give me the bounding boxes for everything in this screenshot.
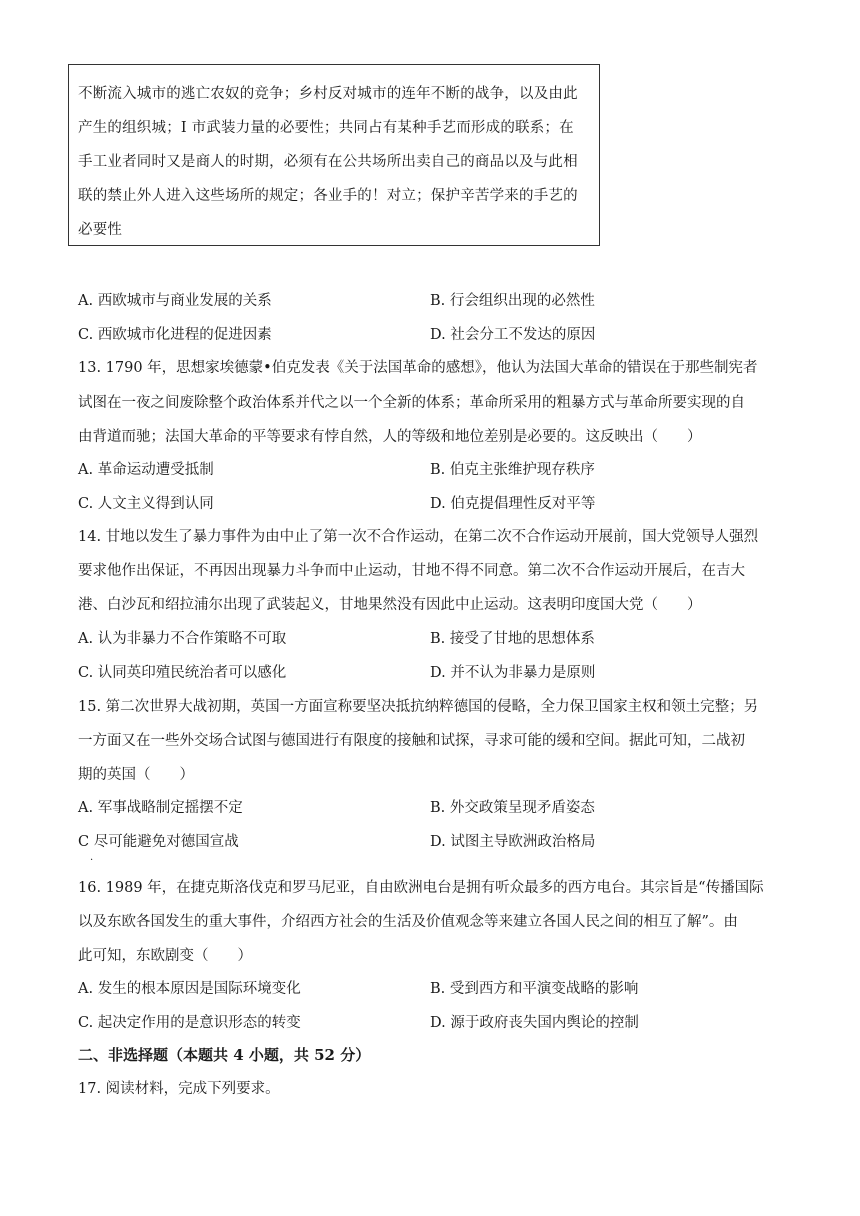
material-line: 产生的组织城；I 市武装力量的必要性；共同占有某种手艺而形成的联系；在	[78, 120, 574, 136]
q13-stem-line: 由背道而驰；法国大革命的平等要求有悖自然，人的等级和地位差别是必要的。这反映出（ ）	[78, 429, 702, 445]
q13-option-b: B. 伯克主张维护现存秩序	[430, 462, 595, 478]
q13-option-a: A. 革命运动遭受抵制	[78, 462, 214, 478]
q15-stem-line: 期的英国（ ）	[78, 767, 194, 783]
section-title: 二、非选择题（本题共 4 小题，共 52 分）	[78, 1046, 371, 1064]
material-line: 手工业者同时又是商人的时期，必须有在公共场所出卖自己的商品以及与此相	[78, 154, 578, 170]
material-line: 不断流入城市的逃亡农奴的竞争；乡村反对城市的连年不断的战争，以及由此	[78, 86, 578, 102]
q14-option-c: C. 认同英印殖民统治者可以感化	[78, 665, 287, 681]
q14-option-a: A. 认为非暴力不合作策略不可取	[78, 631, 287, 647]
q16-stem-line: 16. 1989 年，在捷克斯洛伐克和罗马尼亚，自由欧洲电台是拥有听众最多的西方电台。其宗旨是“传播国际	[78, 880, 764, 896]
q13-option-c: C. 人文主义得到认同	[78, 496, 214, 512]
q15-stem-line: 一方面又在一些外交场合试图与德国进行有限度的接触和试探，寻求可能的缓和空间。据此可知，二战初	[78, 733, 745, 749]
q16-option-b: B. 受到西方和平演变战略的影响	[430, 981, 639, 997]
q13-option-d: D. 伯克提倡理性反对平等	[430, 496, 596, 512]
material-line: 联的禁止外人进入这些场所的规定；各业手的！对立；保护辛苦学来的手艺的	[78, 188, 578, 204]
q17-stem: 17. 阅读材料，完成下列要求。	[78, 1081, 280, 1097]
q14-stem-line: 港、白沙瓦和绍拉浦尔出现了武装起义，甘地果然没有因此中止运动。这表明印度国大党（ ）	[78, 597, 702, 613]
stray-dot: .	[90, 852, 94, 863]
q15-option-a: A. 军事战略制定摇摆不定	[78, 800, 243, 816]
material-line: 必要性	[78, 222, 123, 238]
q15-option-c: C 尽可能避免对德国宣战	[78, 834, 239, 850]
q16-stem-line: 此可知，东欧剧变（ ）	[78, 948, 252, 964]
q15-option-b: B. 外交政策呈现矛盾姿态	[430, 800, 595, 816]
q12-option-d: D. 社会分工不发达的原因	[430, 327, 596, 343]
q14-option-d: D. 并不认为非暴力是原则	[430, 665, 596, 681]
q15-option-d: D. 试图主导欧洲政治格局	[430, 834, 596, 850]
q16-option-a: A. 发生的根本原因是国际环境变化	[78, 981, 301, 997]
q12-option-a: A. 西欧城市与商业发展的关系	[78, 293, 272, 309]
material-box	[68, 64, 600, 246]
q12-option-c: C. 西欧城市化进程的促进因素	[78, 327, 272, 343]
q14-stem-line: 14. 甘地以发生了暴力事件为由中止了第一次不合作运动，在第二次不合作运动开展前，国大党领导人强烈	[78, 529, 759, 545]
q16-option-c: C. 起决定作用的是意识形态的转变	[78, 1015, 301, 1031]
q14-option-b: B. 接受了甘地的思想体系	[430, 631, 595, 647]
q13-stem-line: 13. 1790 年，思想家埃德蒙•伯克发表《关于法国革命的感想》，他认为法国大革命的错误在于那些制宪者	[78, 360, 758, 376]
q16-option-d: D. 源于政府丧失国内舆论的控制	[430, 1015, 639, 1031]
q16-stem-line: 以及东欧各国发生的重大事件，介绍西方社会的生活及价值观念等来建立各国人民之间的相互了解”。由	[78, 914, 738, 930]
q14-stem-line: 要求他作出保证，不再因出现暴力斗争而中止运动，甘地不得不同意。第二次不合作运动开展后，在吉大	[78, 563, 745, 579]
q15-stem-line: 15. 第二次世界大战初期，英国一方面宣称要坚决抵抗纳粹德国的侵略，全力保卫国家主权和领土完整；另	[78, 699, 759, 715]
q12-option-b: B. 行会组织出现的必然性	[430, 293, 595, 309]
q13-stem-line: 试图在一夜之间废除整个政治体系并代之以一个全新的体系；革命所采用的粗暴方式与革命所要实现的自	[78, 395, 745, 411]
